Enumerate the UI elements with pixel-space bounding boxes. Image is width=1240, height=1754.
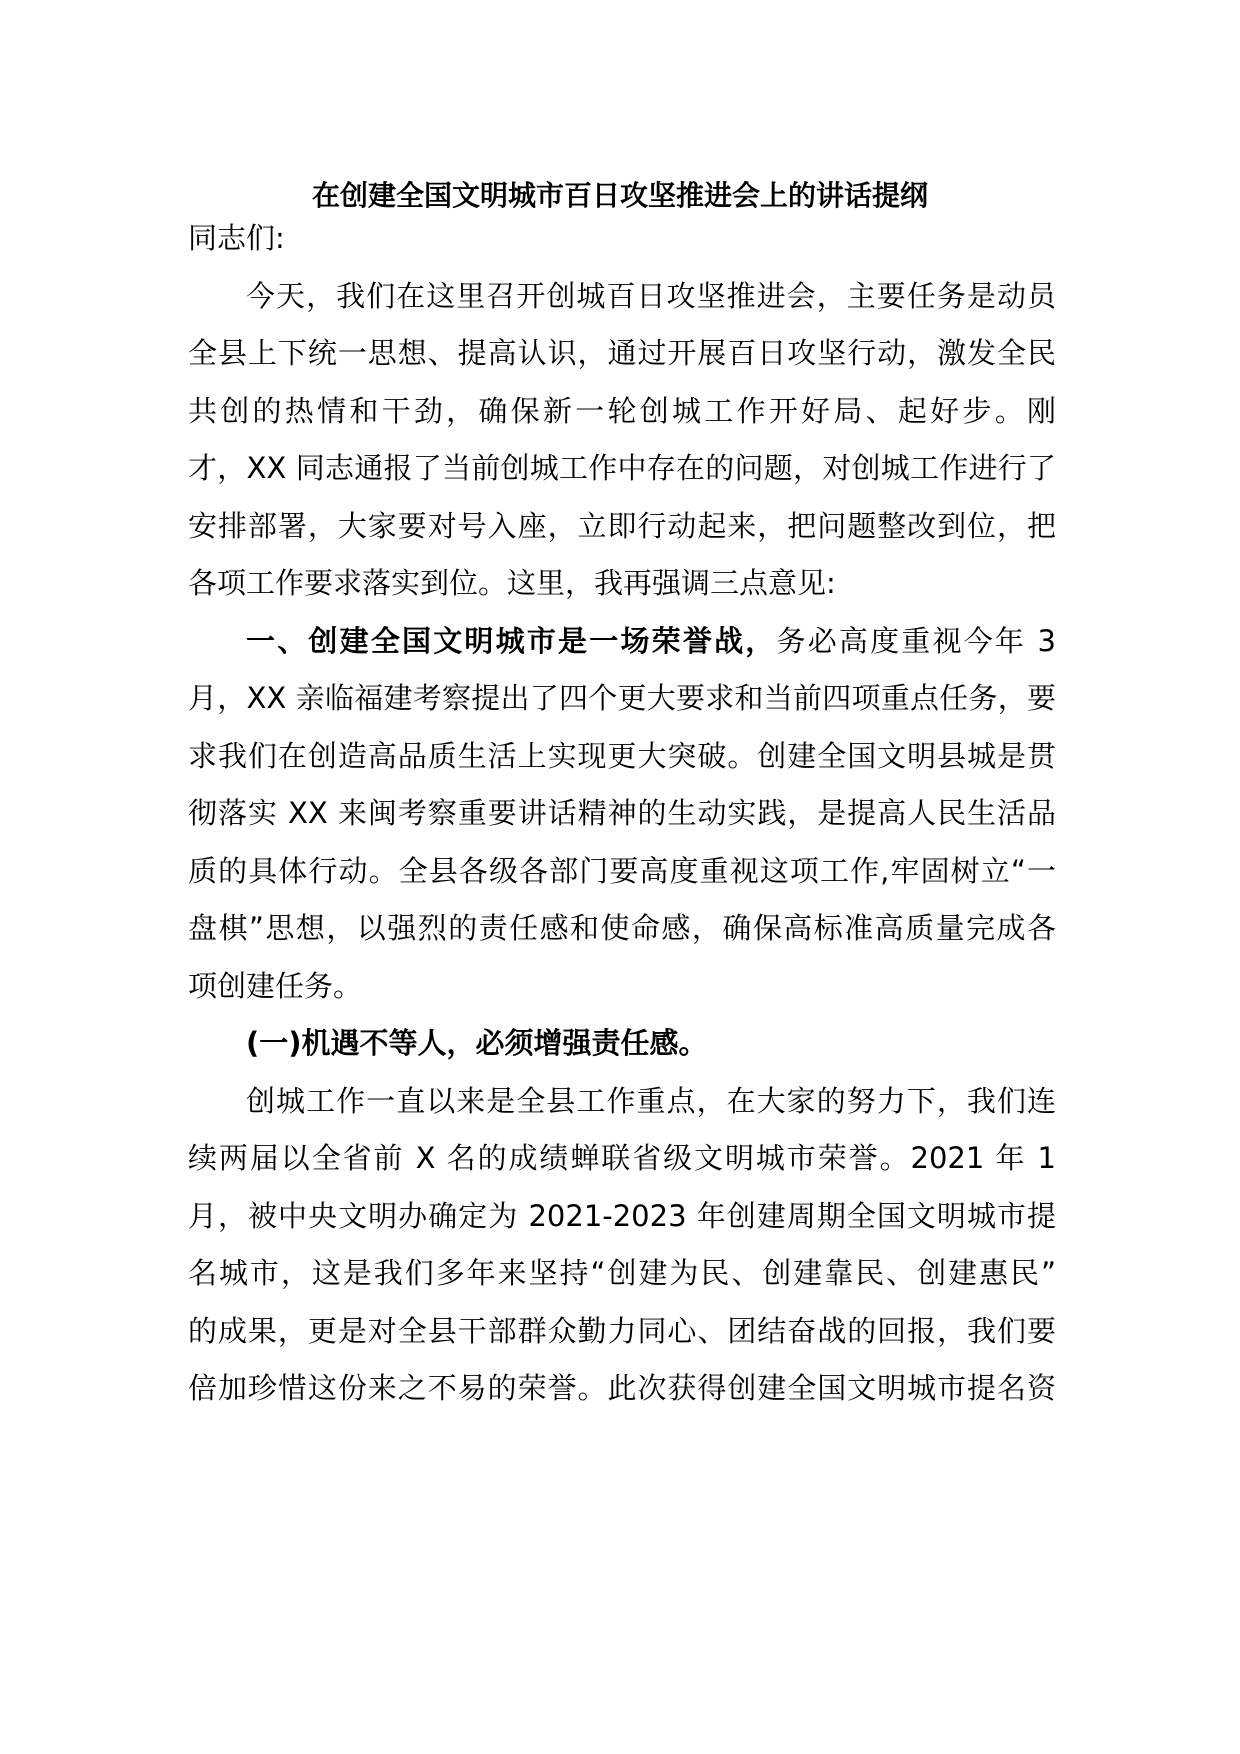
paragraph-line: 续两届以全省前 X 名的成绩蝉联省级文明城市荣誉。2021 年 1 — [188, 1141, 1056, 1175]
subsection-heading: (一)机遇不等人，必须增强责任感。 — [246, 1026, 708, 1060]
section-heading-line — [246, 621, 1056, 661]
paragraph-line: 月，XX 亲临福建考察提出了四个更大要求和当前四项重点任务，要 — [188, 681, 1056, 715]
paragraph-line: 倍加珍惜这份来之不易的荣誉。此次获得创建全国文明城市提名资 — [188, 1371, 1056, 1405]
paragraph-line: 名城市，这是我们多年来坚持“创建为民、创建靠民、创建惠民” — [188, 1256, 1056, 1290]
paragraph-line: 彻落实 XX 来闽考察重要讲话精神的生动实践，是提高人民生活品 — [188, 796, 1056, 830]
salutation: 同志们: — [188, 221, 285, 255]
paragraph-line: 安排部署，大家要对号入座，立即行动起来，把问题整改到位，把 — [188, 509, 1056, 543]
paragraph-line: 盘棋”思想，以强烈的责任感和使命感，确保高标准高质量完成各 — [188, 911, 1056, 945]
paragraph-line: 月，被中央文明办确定为 2021-2023 年创建周期全国文明城市提 — [188, 1199, 1056, 1233]
paragraph-line: 共创的热情和干劲，确保新一轮创城工作开好局、起好步。刚 — [188, 394, 1056, 428]
paragraph-line: 求我们在创造高品质生活上实现更大突破。创建全国文明县城是贯 — [188, 739, 1056, 773]
paragraph-line: 质的具体行动。全县各级各部门要高度重视这项工作,牢固树立“一 — [188, 854, 1056, 888]
document-title: 在创建全国文明城市百日攻坚推进会上的讲话提纲 — [311, 179, 928, 212]
paragraph-line: 全县上下统一思想、提高认识，通过开展百日攻坚行动，激发全民 — [188, 336, 1056, 370]
paragraph-line: 才，XX 同志通报了当前创城工作中存在的问题，对创城工作进行了 — [188, 451, 1056, 485]
paragraph-line: 项创建任务。 — [188, 969, 363, 1003]
section-heading-one: 一、创建全国文明城市是一场荣誉战， — [246, 624, 777, 658]
paragraph-line: 创城工作一直以来是全县工作重点，在大家的努力下，我们连 — [246, 1084, 1056, 1118]
paragraph-line: 的成果，更是对全县干部群众勤力同心、团结奋战的回报，我们要 — [188, 1314, 1056, 1348]
paragraph-line: 今天，我们在这里召开创城百日攻坚推进会，主要任务是动员 — [246, 279, 1056, 313]
paragraph-line: 务必高度重视今年 3 — [776, 624, 1056, 658]
paragraph-line: 各项工作要求落实到位。这里，我再强调三点意见: — [188, 566, 836, 600]
